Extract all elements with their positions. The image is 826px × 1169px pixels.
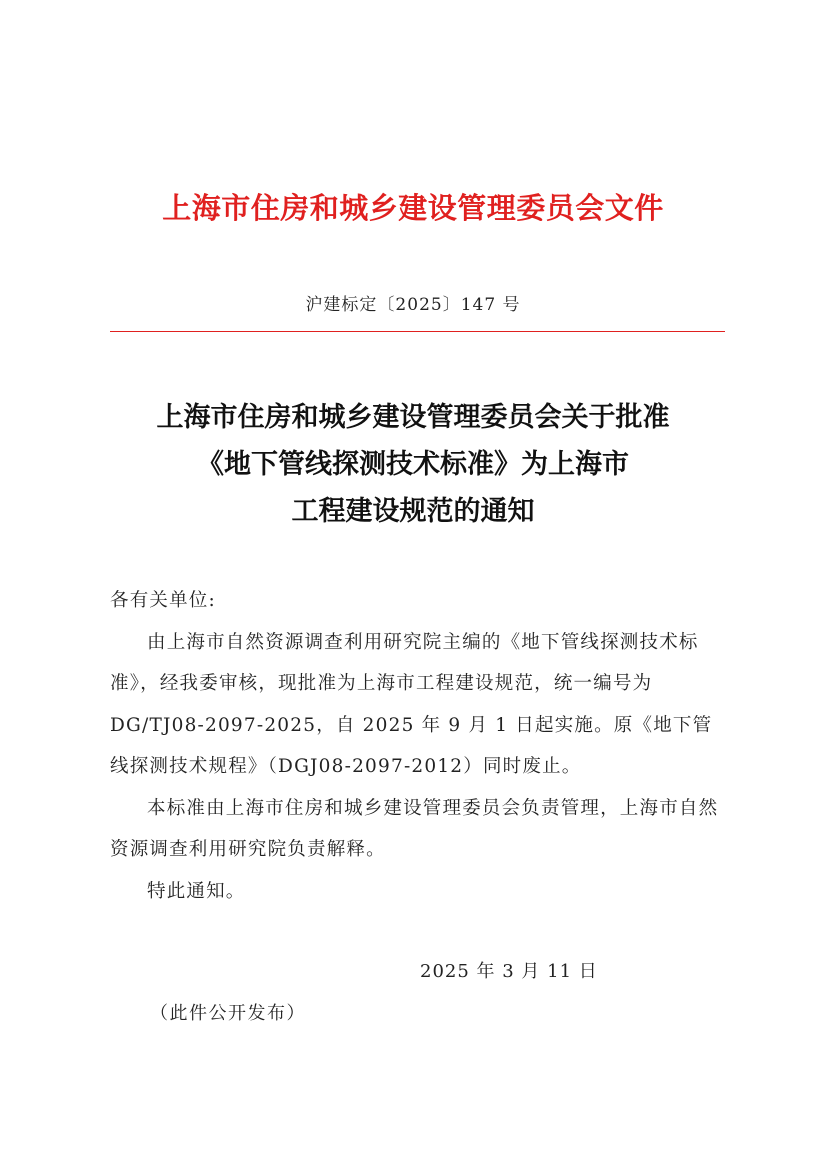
release-note: （此件公开发布） — [150, 1003, 306, 1024]
body-paragraph-3: 特此通知。 — [147, 880, 246, 902]
notice-title-line-1: 上海市住房和城乡建设管理委员会关于批准 — [156, 402, 670, 433]
body-paragraph-1: 由上海市自然资源调查利用研究院主编的《地下管线探测技术标准》，经我委审核，现批准为上海市工程建设规范，统一编号为 DG/TJ08-2097-2025，自 2025 年 9 月 1 日起实施。原《地下管线探测技术规程》（DGJ08-2097-2012）同时废止。 — [110, 631, 713, 777]
salutation: 各有关单位: — [110, 590, 216, 611]
issue-date: 2025 年 3 月 11 日 — [420, 961, 598, 982]
red-divider-line — [110, 331, 725, 332]
notice-title-line-2: 《地下管线探测技术标准》为上海市 — [197, 449, 629, 480]
body-paragraph-2: 本标准由上海市住房和城乡建设管理委员会负责管理，上海市自然资源调查利用研究院负责解释。 — [110, 797, 719, 860]
document-header-title: 上海市住房和城乡建设管理委员会文件 — [162, 191, 664, 225]
notice-title — [0, 394, 826, 535]
notice-title-line-3: 工程建设规范的通知 — [291, 496, 535, 527]
notice-body — [110, 580, 720, 912]
document-number: 沪建标定〔2025〕147 号 — [305, 295, 521, 315]
